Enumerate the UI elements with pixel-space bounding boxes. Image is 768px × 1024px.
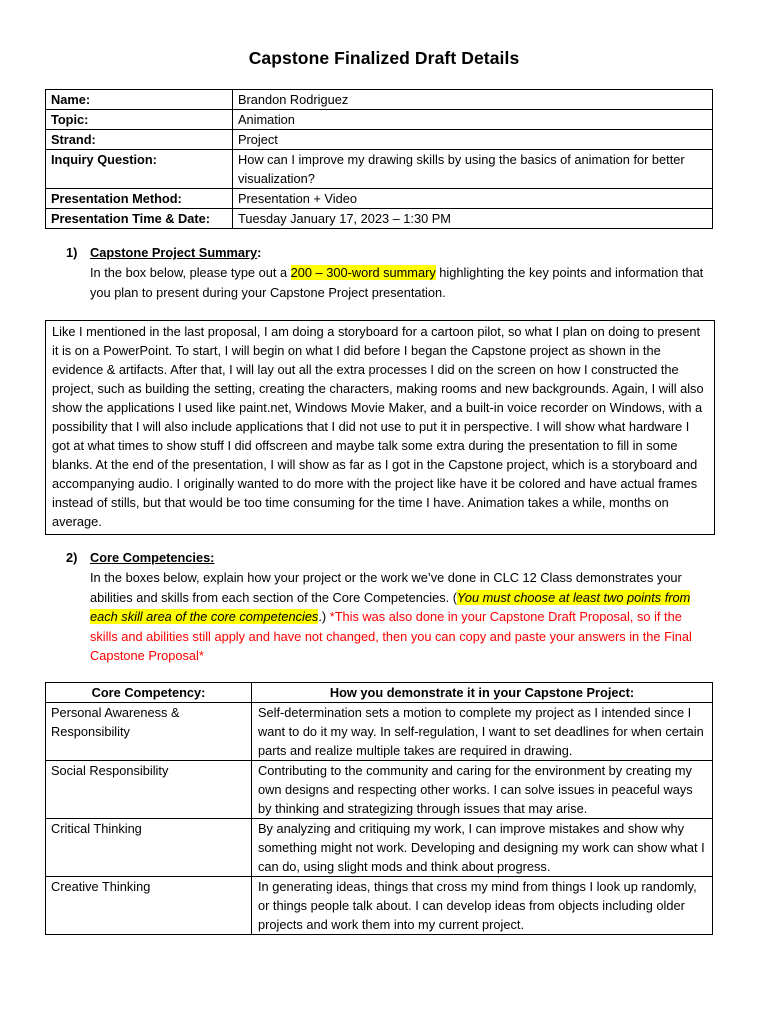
details-table — [45, 89, 713, 229]
section-label: Core Competencies: — [90, 550, 215, 565]
details-value: How can I improve my drawing skills by using the basics of animation for better visualization? — [233, 150, 713, 189]
details-value: Presentation + Video — [233, 189, 713, 209]
instr-text: In the box below, please type out a — [90, 265, 291, 280]
section-heading-competencies — [66, 550, 214, 565]
competency-text: Contributing to the community and caring for the environment by creating my own designs and respecting other works. I can solve issues in peaceful ways by thinking and strategizing through issues that may arise. — [252, 761, 713, 819]
competency-name: Personal Awareness & Responsibility — [46, 703, 252, 761]
competencies-header-row — [46, 683, 713, 703]
instr-text: highlighting the key points and information that you plan to present during your Capstone Project presentation. — [90, 265, 704, 300]
section-label-suffix: : — [257, 245, 262, 260]
details-label: Inquiry Question: — [46, 150, 233, 189]
table-row — [46, 761, 713, 819]
competency-name: Social Responsibility — [46, 761, 252, 819]
instr-text: In the boxes below, explain how your project or the work we’ve done in CLC 12 Class demonstrates your abilities and skills from each section of the Core Competencies. ( — [90, 570, 682, 605]
section-label: Capstone Project Summary — [90, 245, 258, 260]
section-heading-summary — [66, 245, 261, 260]
details-label: Name: — [46, 90, 233, 110]
details-row-inquiry — [46, 150, 713, 189]
section-number: 2) — [66, 550, 78, 565]
details-label: Presentation Time & Date: — [46, 209, 233, 229]
column-header: Core Competency: — [46, 683, 252, 703]
competencies-instructions — [90, 568, 706, 666]
details-row-name — [46, 90, 713, 110]
instr-highlight: You must choose at least two points from each skill area of the core competencies — [90, 589, 691, 624]
competencies-table — [45, 682, 713, 935]
details-row-topic — [46, 110, 713, 130]
details-value: Tuesday January 17, 2023 – 1:30 PM — [233, 209, 713, 229]
table-row — [46, 703, 713, 761]
details-row-time — [46, 209, 713, 229]
details-label: Presentation Method: — [46, 189, 233, 209]
details-value: Project — [233, 130, 713, 150]
details-value: Brandon Rodriguez — [233, 90, 713, 110]
competency-name: Creative Thinking — [46, 877, 252, 935]
details-row-method — [46, 189, 713, 209]
details-value: Animation — [233, 110, 713, 130]
summary-box: Like I mentioned in the last proposal, I am doing a storyboard for a cartoon pilot, so what I plan on doing to present it is on a PowerPoint. To start, I will begin on what I did before I began the Capstone project as shown in the evidence & artifacts. After that, I will lay out all the extra processes I did on the screen on how I constructed the project, such as building the setting, creating the characters, making rooms and new backgrounds. Again, I will also show the applications I used like paint.net, Windows Movie Maker, and a built-in voice recorder on Windows, with a possibility that I will also include applications that I did not use to put it in perspective. I will show what hardware I got at what times to show stuff I did offscreen and maybe talk some extra during the presentation to fill in some blanks. At the end of the presentation, I will show as far as I got in the Capstone project, which is a storyboard and accompanying audio. I originally wanted to do more with the project like have it be colored and have actual frames instead of stills, but that would be too time consuming for the time I have. Animation takes a while, months on average. — [45, 320, 715, 535]
instr-text: .) — [318, 609, 330, 624]
competency-text: By analyzing and critiquing my work, I can improve mistakes and show why something might not work. Developing and designing my work can show what I can do, using slight mods and think about progress. — [252, 819, 713, 877]
page-title: Capstone Finalized Draft Details — [248, 48, 520, 68]
section-number: 1) — [66, 245, 78, 260]
competency-text: Self-determination sets a motion to complete my project as I intended since I want to do it my way. In self-regulation, I want to set deadlines for when certain parts and realize multiple takes are required in drawing. — [252, 703, 713, 761]
competency-name: Critical Thinking — [46, 819, 252, 877]
competency-text: In generating ideas, things that cross my mind from things I look up randomly, or things people talk about. I can develop ideas from objects including older projects and work them into my current project. — [252, 877, 713, 935]
details-label: Strand: — [46, 130, 233, 150]
table-row — [46, 877, 713, 935]
instr-red-note: *This was also done in your Capstone Draft Proposal, so if the skills and abilities still apply and have not changed, then you can copy and paste your answers in the Final Capstone Proposal* — [90, 609, 692, 663]
instr-highlight: 200 – 300-word summary — [290, 265, 436, 280]
details-label: Topic: — [46, 110, 233, 130]
table-row — [46, 819, 713, 877]
summary-instructions — [90, 263, 710, 302]
details-row-strand — [46, 130, 713, 150]
column-header: How you demonstrate it in your Capstone Project: — [252, 683, 713, 703]
